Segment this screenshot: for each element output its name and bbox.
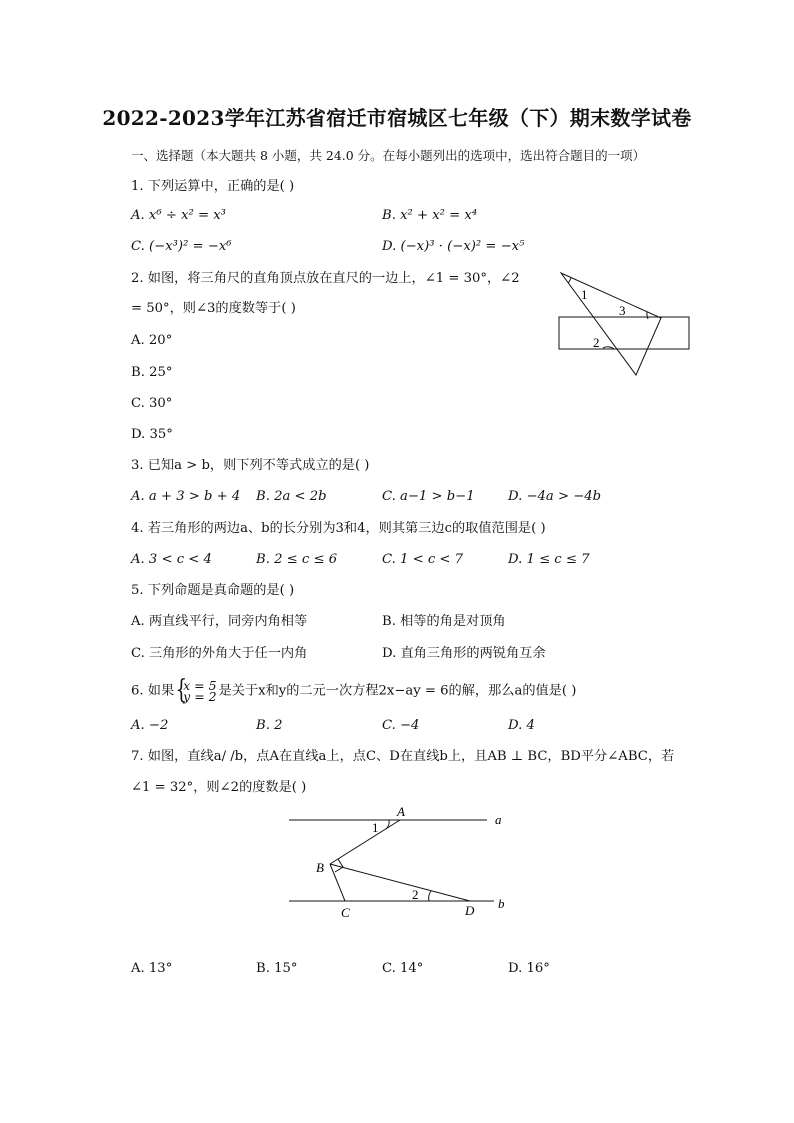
question-4-option-a: A. 3 < c < 4 xyxy=(131,552,212,567)
angle-3-arc xyxy=(647,312,648,319)
question-1-stem: 1. 下列运算中，正确的是( ) xyxy=(131,179,295,194)
triangle-shape xyxy=(561,273,661,375)
segment-bc xyxy=(330,864,345,901)
question-7-stem-line1: 7. 如图，直线a/ /b，点A在直线a上，点C、D在直线b上，且AB ⊥ BC，BD平分∠ABC，若 xyxy=(131,749,675,764)
question-6-stem xyxy=(131,680,576,702)
question-4-stem: 4. 若三角形的两边a、b的长分别为3和4，则其第三边c的取值范围是( ) xyxy=(131,521,546,536)
segment-ab xyxy=(330,820,400,864)
question-7-option-d: D. 16° xyxy=(508,961,550,976)
point-a-label: A xyxy=(397,804,405,819)
question-6-option-d: D. 4 xyxy=(508,718,535,733)
segment-bd xyxy=(330,864,470,901)
question-1-option-a: A. x⁶ ÷ x² = x³ xyxy=(131,208,226,223)
question-7-stem-line2: ∠1 = 32°，则∠2的度数是( ) xyxy=(131,780,307,795)
question-2-stem-line1: 2. 如图，将三角尺的直角顶点放在直尺的一边上，∠1 = 30°，∠2 xyxy=(131,271,520,286)
point-c-label: C xyxy=(341,905,350,920)
question-2-option-a: A. 20° xyxy=(131,333,173,348)
line-a-label: a xyxy=(495,812,502,827)
question-6-option-c: C. −4 xyxy=(382,718,420,733)
question-7-option-c: C. 14° xyxy=(382,961,424,976)
angle-1-label: 1 xyxy=(581,287,588,302)
line-b-label: b xyxy=(498,896,505,911)
question-7-figure xyxy=(285,803,515,923)
angle-2-label: 2 xyxy=(593,335,600,350)
question-7-option-b: B. 15° xyxy=(256,961,298,976)
question-6-option-a: A. −2 xyxy=(131,718,169,733)
question-6-option-b: B. 2 xyxy=(256,718,283,733)
point-b-label: B xyxy=(316,860,324,875)
angle-1-label: 1 xyxy=(372,820,379,835)
question-4-option-b: B. 2 ≤ c ≤ 6 xyxy=(256,552,338,567)
section-heading: 一、选择题（本大题共 8 小题，共 24.0 分。在每小题列出的选项中，选出符合题目的一项） xyxy=(131,148,646,163)
question-3-option-b: B. 2a < 2b xyxy=(256,489,327,504)
question-5-option-a: A. 两直线平行，同旁内角相等 xyxy=(131,614,308,629)
question-6-suffix: 是关于x和y的二元一次方程2x−ay = 6的解，那么a的值是( ) xyxy=(218,683,577,699)
question-2-option-b: B. 25° xyxy=(131,365,173,380)
question-2-stem-line2: = 50°，则∠3的度数等于( ) xyxy=(131,301,296,316)
angle-3-label: 3 xyxy=(619,303,626,318)
ruler-shape xyxy=(559,317,689,349)
question-3-option-a: A. a + 3 > b + 4 xyxy=(131,489,241,504)
question-7-option-a: A. 13° xyxy=(131,961,173,976)
question-5-stem: 5. 下列命题是真命题的是( ) xyxy=(131,583,295,598)
question-1-option-c: C. (−x³)² = −x⁶ xyxy=(131,239,232,254)
question-4-option-c: C. 1 < c < 7 xyxy=(382,552,464,567)
question-1-option-b: B. x² + x² = x⁴ xyxy=(382,208,478,223)
angle-2-arc xyxy=(429,891,431,901)
question-5-option-c: C. 三角形的外角大于任一内角 xyxy=(131,646,308,661)
question-2-option-d: D. 35° xyxy=(131,427,173,442)
question-2-figure xyxy=(555,268,695,380)
equation-system xyxy=(174,680,216,702)
question-5-option-b: B. 相等的角是对顶角 xyxy=(382,614,506,629)
question-3-option-d: D. −4a > −4b xyxy=(508,489,602,504)
equation-system-x: { x = 5 xyxy=(183,678,217,693)
equation-system-y: y = 2 xyxy=(183,689,217,704)
angle-2-label: 2 xyxy=(412,887,419,902)
question-4-option-d: D. 1 ≤ c ≤ 7 xyxy=(508,552,590,567)
question-1-option-d: D. (−x)³ · (−x)² = −x⁵ xyxy=(382,239,525,254)
question-2-option-c: C. 30° xyxy=(131,396,173,411)
question-3-option-c: C. a−1 > b−1 xyxy=(382,489,475,504)
question-5-option-d: D. 直角三角形的两锐角互余 xyxy=(382,646,546,661)
angle-1-arc xyxy=(568,278,571,283)
page-title: 2022-2023学年江苏省宿迁市宿城区七年级（下）期末数学试卷 xyxy=(102,106,692,130)
question-3-stem: 3. 已知a > b，则下列不等式成立的是( ) xyxy=(131,458,370,473)
point-d-label: D xyxy=(465,903,475,918)
question-6-prefix: 6. 如果 xyxy=(131,683,175,699)
